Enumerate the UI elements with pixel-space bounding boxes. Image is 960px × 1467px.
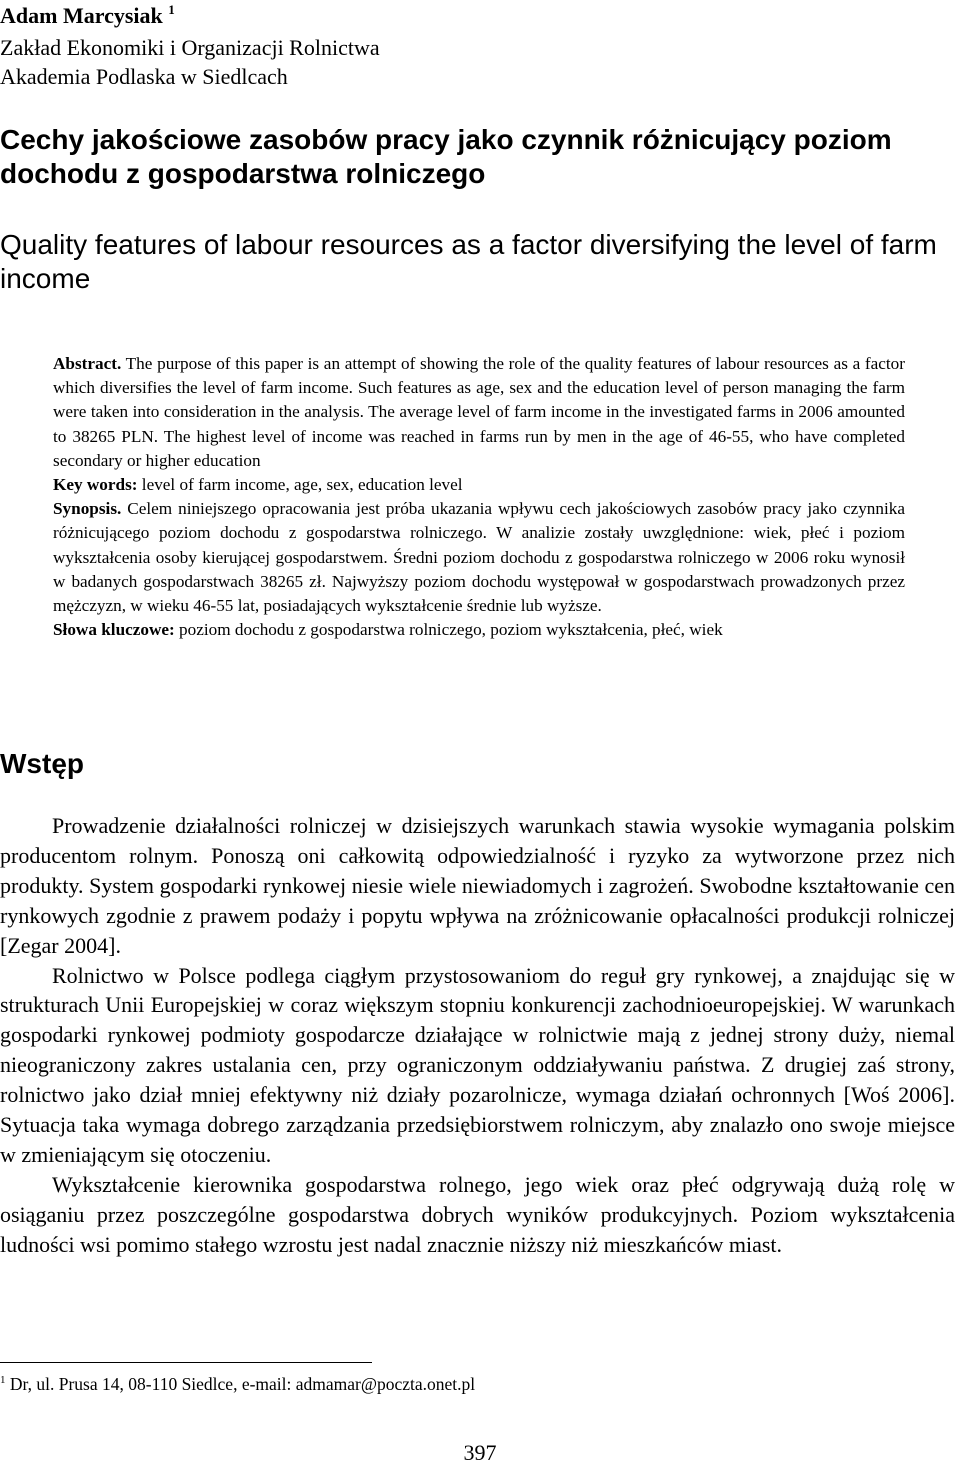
keywords-pl-paragraph [53,618,905,642]
abstract-label: Abstract. [53,354,122,373]
body-paragraph: Wykształcenie kierownika gospodarstwa rolnego, jego wiek oraz płeć odgrywają dużą rolę w osiąganiu przez poszczególne gospodarstwa dobrych wyników produkcyjnych. Poziom wykształcenia ludności wsi pomimo stałego wzrostu jest nadal znacznie niższy niż mieszkańców miast. [0,1171,955,1257]
affiliation-line-2: Akademia Podlaska w Siedlcach [0,64,288,89]
synopsis-text: Celem niniejszego opracowania jest próba ukazania wpływu cech jakościowych zasobów pracy jako czynnika różnicującego poziom dochodu z gospodarstwa rolniczego. W analizie zostały uwzględnione: wiek, płeć i poziom wykształcenia osoby kierującej gospodarstwem. Średni poziom dochodu z gospodarstwa rolniczego w 2006 roku wynosił w badanych gospodarstwach 38265 zł. Najwyższy poziom dochodu występował w gospodarstwach prowadzonych przez mężczyzn, w wieku 46-55 lat, posiadających wykształcenie średnie lub wyższe. [53,499,905,616]
footnote-separator [0,1362,372,1363]
body-paragraph: Rolnictwo w Polsce podlega ciągłym przystosowaniom do reguł gry rynkowej, a znajdując się w strukturach Unii Europejskiej w coraz większym stopniu konkurencji zachodnioeuropejskiej. W warunkach gospodarki rynkowej podmioty gospodarcze działające w rolnictwie mają z jednej strony duży, niemal nieograniczony zakres ustalania cen, przy ograniczonym oddziaływaniu państwa. Z drugiej zaś strony, rolnictwo jako dział mniej efektywny niż działy pozarolnicze, wymaga działań ochronnych [Woś 2006]. Sytuacja taka wymaga dobrego zarządzania przedsiębiorstwem rolniczym, aby znalazło ono swoje miejsce w zmieniającym się otoczeniu. [0,962,955,1167]
section-heading: Wstęp [0,748,84,779]
keywords-paragraph [53,473,905,497]
keywords-text: level of farm income, age, sex, education level [141,475,463,495]
synopsis-paragraph [53,497,905,618]
body-paragraph: Prowadzenie działalności rolniczej w dzisiejszych warunkach stawia wysokie wymagania polskim producentom rolnym. Ponoszą oni całkowitą odpowiedzialność i ryzyko za wytworzone przez nich produkty. System gospodarki rynkowej niesie wiele niewiadomych i zagrożeń. Swobodne kształtowanie cen rynkowych zgodnie z prawem podaży i popytu wpływa na zróżnicowanie opłacalności produkcji rolniczej [Zegar 2004]. [0,813,955,958]
footnote-text: Dr, ul. Prusa 14, 08-110 Siedlce, e-mail: admamar@poczta.onet.pl [9,1374,476,1394]
footnote [0,1374,475,1395]
author-name-text: Adam Marcysiak [0,3,163,28]
abstract-block [53,352,905,642]
title-polish: Cechy jakościowe zasobów pracy jako czynnik różnicujący poziom dochodu z gospodarstwa rolniczego [0,124,892,189]
abstract-paragraph [53,352,905,473]
author-name [0,2,175,29]
synopsis-label: Synopsis. [53,499,122,519]
section-body [0,811,955,1260]
abstract-text: The purpose of this paper is an attempt of showing the role of the quality features of labour resources as a factor which diversifies the level of farm income. Such features as age, sex and the education level of person managing the farm were taken into consideration in the analysis. The average level of farm income in the investigated farms in 2006 amounted to 38265 PLN. The highest level of income was reached in farms run by men in the age of 46-55, who have completed secondary or higher education [53,354,905,470]
title-english: Quality features of labour resources as a factor diversifying the level of farm income [0,229,937,294]
keywords-label: Key words: [53,475,138,495]
affiliation-line-1: Zakład Ekonomiki i Organizacji Rolnictwa [0,35,380,60]
page-number: 397 [463,1440,497,1465]
footnote-ref: 1 [0,1374,6,1386]
keywords-pl-text: poziom dochodu z gospodarstwa rolniczego, poziom wykształcenia, płeć, wiek [179,620,723,640]
keywords-pl-label: Słowa kluczowe: [53,620,175,640]
author-footnote-ref: 1 [168,2,175,17]
